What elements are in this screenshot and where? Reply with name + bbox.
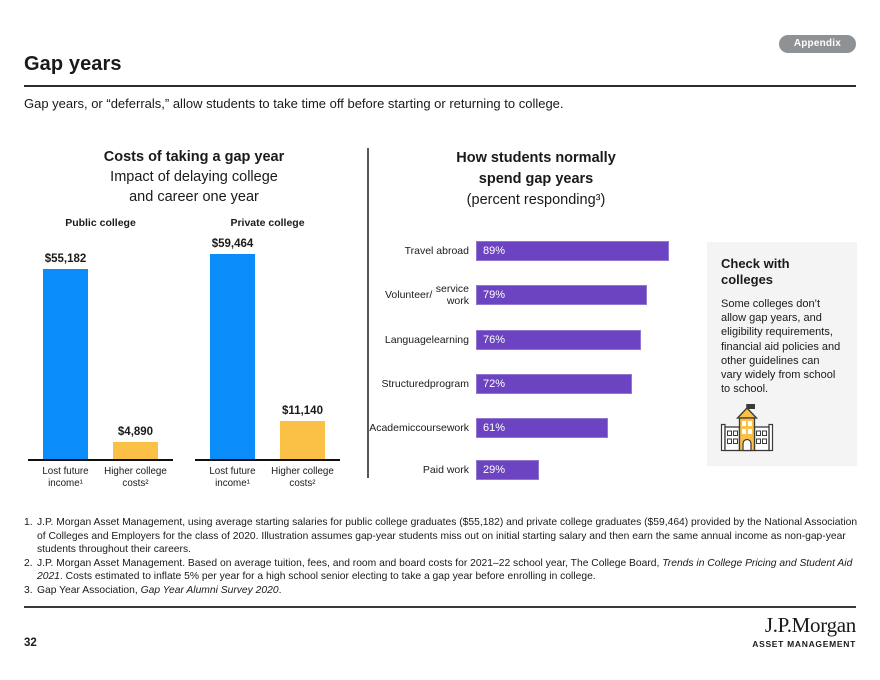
gap-year-activities-chart [369,145,695,490]
bar [476,241,669,261]
group-label: Private college [230,217,305,229]
jpmorgan-logo-subtitle: ASSET MANAGEMENT [752,639,856,649]
footnote-number: 3. [24,584,33,596]
bar [476,285,647,305]
bar [476,374,632,394]
bar-value-label: 89% [483,245,506,257]
bar-value-label: $55,182 [44,253,87,265]
costs-chart-title-line2: Impact of delaying college [110,169,278,185]
costs-chart-title [24,147,364,207]
activities-chart-subtitle: (percent responding³) [466,192,606,208]
page-subtitle: Gap years, or “deferrals,” allow students to take time off before starting or returning to college. [24,96,564,111]
bar-value-label: $59,464 [211,238,254,250]
panel-body: Some colleges don’t allow gap years, and eligibility requirements, financial aid policies and other guidelines can vary widely from school to school. [721,298,841,396]
bar-value-label: 76% [483,334,506,346]
bar-category-label: Academic coursework [369,421,469,434]
costs-chart [24,145,364,495]
axis-baseline [28,459,173,461]
footnote-number: 2. [24,557,33,569]
bar-category-label: Paid work [422,463,469,476]
footnotes [24,516,860,598]
appendix-badge: Appendix [779,35,856,53]
bar-value-label: $11,140 [282,405,323,417]
bar-category-label: Structured program [381,377,469,390]
bar-category-label: Lost future income¹ [42,466,89,489]
bar-category-label: Volunteer/ service work [385,282,469,307]
bar [43,269,88,459]
bar-category-label: Travel abroad [404,244,469,257]
footnote [24,516,860,557]
footnote [24,584,860,598]
group-label: Public college [65,217,136,229]
bar [280,421,325,459]
bar [210,254,255,459]
bar-value-label: 61% [483,422,506,434]
axis-baseline [195,459,340,461]
page-number: 32 [24,637,37,649]
school-building-icon [720,403,774,458]
bar-value-label: $4,890 [117,426,154,438]
costs-chart-title-line3: and career one year [129,189,259,205]
bar [476,330,641,350]
bar [476,460,539,480]
bar [476,418,608,438]
title-divider [24,85,856,87]
footer-divider [24,606,856,608]
bar-category-label: Lost future income¹ [209,466,256,489]
bar-value-label: 72% [483,378,506,390]
activities-chart-title-line1: How students normally [456,150,616,166]
costs-chart-title-line1: Costs of taking a gap year [103,149,285,165]
footnote-number: 1. [24,517,33,528]
jpmorgan-logo [752,613,856,649]
bar [113,442,158,459]
footnote-text: Gap Year Association, Gap Year Alumni Survey 2020. [37,584,282,596]
check-with-colleges-panel [707,242,857,466]
bar-category-label: Higher college costs² [271,466,334,489]
bar-category-label: Higher college costs² [104,466,167,489]
page-title: Gap years [24,53,122,75]
panel-title: Check with colleges [721,256,790,287]
footnote-text: J.P. Morgan Asset Management. Based on average tuition, fees, and room and board costs for 2021–22 school year, The College Board, Trends in College Pricing and Student Aid 2021. Costs estimated to inflate 5% per year for a high school senior electing to take a gap year before enrolling in college. [37,557,853,583]
jpmorgan-logo-wordmark: J.P.Morgan [764,613,856,637]
footnote-text: J.P. Morgan Asset Management, using average starting salaries for public college graduates ($55,182) and private college graduates ($59,464) provided by the National Association of Colleges and Employers for the class of 2020. Illustration assumes gap-year students miss out on initial starting salary and then earn the same annual income as non-gap-year students throughout their careers. [37,517,858,556]
bar-category-label: Language learning [384,333,469,346]
footnote [24,557,860,584]
bar-value-label: 29% [483,464,506,476]
activities-chart-title-line2: spend gap years [478,171,594,187]
bar-value-label: 79% [483,289,506,301]
activities-chart-title [385,148,687,211]
